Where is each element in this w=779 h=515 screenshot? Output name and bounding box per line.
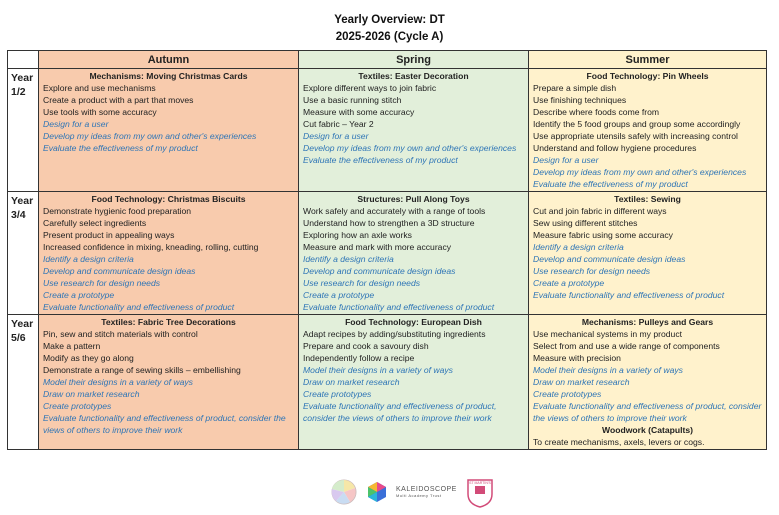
column-header-autumn: Autumn (39, 51, 299, 69)
design-objective: Identify a design criteria (533, 242, 624, 252)
design-objective: Create a prototype (43, 290, 115, 300)
kaleidoscope-logo-icon (366, 481, 388, 503)
unit-title: Woodwork (Catapults) (601, 425, 694, 435)
cell-spring (299, 315, 529, 450)
design-objective: Create a prototype (303, 290, 375, 300)
skill-objective: Exploring how an axle works (303, 230, 412, 240)
skill-objective: Use a basic running stitch (303, 95, 402, 105)
overview-table (7, 50, 767, 450)
design-objective: Create prototypes (303, 389, 372, 399)
design-objective: Model their designs in a variety of ways (43, 377, 193, 387)
skill-objective: Modify as they go along (43, 353, 134, 363)
design-objective: Model their designs in a variety of ways (303, 365, 453, 375)
design-objective: Draw on market research (533, 377, 630, 387)
design-objective: Develop and communicate design ideas (43, 266, 196, 276)
design-objective: Develop my ideas from my own and other's experiences (43, 131, 257, 141)
skill-objective: Pin, sew and stitch materials with control (43, 329, 198, 339)
unit-title: Food Technology: Christmas Biscuits (91, 194, 246, 204)
skill-objective: Demonstrate a range of sewing skills – embellishing (43, 365, 241, 375)
skill-objective: Cut fabric – Year 2 (303, 119, 374, 129)
skill-objective: Demonstrate hygienic food preparation (43, 206, 192, 216)
page-subtitle: 2025-2026 (Cycle A) (335, 31, 444, 43)
skill-objective: Make a pattern (43, 341, 101, 351)
skill-objective: Measure fabric using some accuracy (533, 230, 673, 240)
skill-objective: Carefully select ingredients (43, 218, 147, 228)
design-objective: Evaluate the effectiveness of my product (43, 143, 198, 153)
skill-objective: Present product in appealing ways (43, 230, 175, 240)
unit-title: Textiles: Sewing (614, 194, 681, 204)
cell-summer (529, 315, 767, 450)
design-objective: Evaluate functionality and effectiveness of product (43, 302, 235, 312)
design-objective: Develop my ideas from my own and other's experiences (303, 143, 517, 153)
unit-title: Mechanisms: Moving Christmas Cards (89, 71, 248, 81)
cell-summer (529, 192, 767, 315)
design-objective: Identify a design criteria (43, 254, 134, 264)
skill-objective: Create a product with a part that moves (43, 95, 194, 105)
design-objective: Draw on market research (303, 377, 400, 387)
skill-objective: Identify the 5 food groups and group some accordingly (533, 119, 741, 129)
design-objective: Create prototypes (533, 389, 602, 399)
unit-title: Food Technology: European Dish (345, 317, 482, 327)
design-objective: Design for a user (303, 131, 369, 141)
skill-objective: Use mechanical systems in my product (533, 329, 683, 339)
unit-title: Textiles: Fabric Tree Decorations (101, 317, 236, 327)
cell-summer (529, 69, 767, 192)
cell-spring (299, 69, 529, 192)
design-objective: Develop and communicate design ideas (303, 266, 456, 276)
design-objective: Evaluate functionality and effectiveness of product (303, 302, 495, 312)
footer-logos (330, 476, 495, 508)
skill-objective: Use tools with some accuracy (43, 107, 157, 117)
skill-objective: Explore and use mechanisms (43, 83, 156, 93)
unit-title: Mechanisms: Pulleys and Gears (581, 317, 714, 327)
header-row (8, 51, 767, 69)
skill-objective: Sew using different stitches (533, 218, 638, 228)
design-objective: Create a prototype (533, 278, 605, 288)
design-objective: Evaluate functionality and effectiveness of product (533, 290, 725, 300)
design-objective: Design for a user (43, 119, 109, 129)
unit-title: Structures: Pull Along Toys (357, 194, 470, 204)
design-objective: Use research for design needs (303, 278, 421, 288)
skill-objective: To create mechanisms, axels, levers or cogs. (533, 437, 705, 447)
skill-objective: Increased confidence in mixing, kneading, rolling, cutting (43, 242, 259, 252)
column-header-summer: Summer (529, 51, 767, 69)
skill-objective: Measure and mark with more accuracy (303, 242, 452, 252)
corner-cell (8, 51, 39, 69)
cell-autumn (39, 192, 299, 315)
skill-objective: Prepare and cook a savoury dish (303, 341, 429, 351)
school-crest-logo (465, 476, 495, 508)
skill-objective: Work safely and accurately with a range of tools (303, 206, 486, 216)
column-header-spring: Spring (299, 51, 529, 69)
skill-objective: Adapt recipes by adding/substituting ingredients (303, 329, 486, 339)
skill-objective: Independently follow a recipe (303, 353, 415, 363)
design-objective: Design for a user (533, 155, 599, 165)
skill-objective: Measure with precision (533, 353, 621, 363)
page-title: Yearly Overview: DT (334, 14, 445, 26)
skill-objective: Explore different ways to join fabric (303, 83, 437, 93)
year-row (8, 192, 767, 315)
year-row (8, 69, 767, 192)
design-objective: Evaluate functionality and effectiveness of product, consider the views of others to improve their work (43, 413, 286, 435)
design-objective: Evaluate functionality and effectiveness of product, consider the views of others to improve their work (303, 401, 497, 423)
design-objective: Model their designs in a variety of ways (533, 365, 683, 375)
cell-autumn (39, 315, 299, 450)
skill-objective: Understand how to strengthen a 3D structure (303, 218, 475, 228)
skill-objective: Prepare a simple dish (533, 83, 617, 93)
design-objective: Create prototypes (43, 401, 112, 411)
skill-objective: Describe where foods come from (533, 107, 660, 117)
kaleidoscope-wordmark: KALEIDOSCOPE Multi Academy Trust (396, 486, 457, 498)
skill-objective: Measure with some accuracy (303, 107, 415, 117)
design-objective: Evaluate the effectiveness of my product (533, 179, 688, 189)
cell-autumn (39, 69, 299, 192)
svg-text:ST MARTIN'S: ST MARTIN'S (468, 481, 491, 485)
skill-objective: Use finishing techniques (533, 95, 627, 105)
year-label: Year 1/2 (8, 69, 39, 192)
skill-objective: Select from and use a wide range of components (533, 341, 720, 351)
unit-title: Textiles: Easter Decoration (358, 71, 469, 81)
design-objective: Develop and communicate design ideas (533, 254, 686, 264)
design-objective: Identify a design criteria (303, 254, 394, 264)
school-values-wheel-logo (330, 478, 358, 506)
design-objective: Draw on market research (43, 389, 140, 399)
design-objective: Use research for design needs (43, 278, 161, 288)
design-objective: Use research for design needs (533, 266, 651, 276)
skill-objective: Understand and follow hygiene procedures (533, 143, 697, 153)
year-label: Year 3/4 (8, 192, 39, 315)
year-label: Year 5/6 (8, 315, 39, 450)
unit-title: Food Technology: Pin Wheels (586, 71, 709, 81)
cell-spring (299, 192, 529, 315)
design-objective: Evaluate the effectiveness of my product (303, 155, 458, 165)
design-objective: Develop my ideas from my own and other's experiences (533, 167, 747, 177)
design-objective: Evaluate functionality and effectiveness of product, consider the views of others to improve their work (533, 401, 762, 423)
skill-objective: Use appropriate utensils safely with increasing control (533, 131, 738, 141)
year-row (8, 315, 767, 450)
skill-objective: Cut and join fabric in different ways (533, 206, 667, 216)
